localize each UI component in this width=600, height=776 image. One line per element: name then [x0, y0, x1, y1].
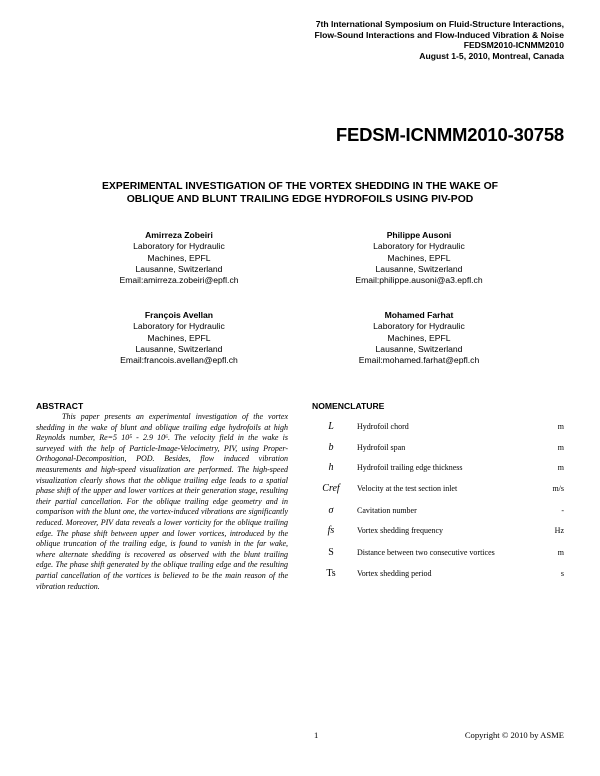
nomenclature-symbol: h [328, 462, 334, 473]
copyright: Copyright © 2010 by ASME [464, 730, 564, 740]
author-city: Lausanne, Switzerland [375, 263, 463, 274]
title-line-1: EXPERIMENTAL INVESTIGATION OF THE VORTEX SHEDDING IN THE WAKE OF [101, 181, 499, 192]
author-affiliation: Laboratory for Hydraulic [133, 321, 225, 332]
nomenclature-row [312, 567, 564, 581]
author-affiliation: Machines, EPFL [387, 332, 451, 343]
header-line-4: August 1-5, 2010, Montreal, Canada [419, 50, 564, 61]
nomenclature-unit: m [557, 548, 564, 557]
conference-header [314, 19, 564, 61]
author-affiliation: Machines, EPFL [387, 252, 451, 263]
nomenclature-description: Distance between two consecutive vortices [357, 548, 495, 557]
author-block [329, 310, 509, 366]
nomenclature-symbol: σ [328, 505, 334, 516]
nomenclature-unit: m [557, 422, 564, 431]
author-block [89, 230, 269, 286]
nomenclature-section [312, 401, 564, 579]
paper-title [60, 180, 540, 206]
header-line-2: Flow-Sound Interactions and Flow-Induced Vibration & Noise [314, 29, 564, 40]
author-city: Lausanne, Switzerland [135, 343, 223, 354]
page-number: 1 [314, 730, 319, 740]
author-block [89, 310, 269, 366]
nomenclature-unit: m/s [552, 484, 564, 493]
author-affiliation: Laboratory for Hydraulic [133, 241, 225, 252]
title-line-2: OBLIQUE AND BLUNT TRAILING EDGE HYDROFOILS USING PIV-POD [126, 194, 474, 205]
author-email: Email:philippe.ausoni@a3.epfl.ch [355, 275, 483, 286]
author-affiliation: Laboratory for Hydraulic [373, 321, 465, 332]
nomenclature-row [312, 504, 564, 518]
nomenclature-row [312, 420, 564, 434]
nomenclature-description: Hydrofoil chord [357, 422, 409, 431]
author-email: Email:amirreza.zobeiri@epfl.ch [119, 275, 239, 286]
nomenclature-row [312, 441, 564, 455]
author-email: Email:francois.avellan@epfl.ch [120, 355, 238, 366]
nomenclature-unit: m [557, 463, 564, 472]
nomenclature-description: Hydrofoil trailing edge thickness [357, 463, 463, 472]
nomenclature-heading: NOMENCLATURE [312, 401, 385, 411]
nomenclature-symbol: L [328, 421, 334, 432]
abstract-heading: ABSTRACT [36, 401, 84, 411]
abstract-text: This paper presents an experimental investigation of the vortex shedding in the wake of blunt and oblique trailing edge hydrofoils at high Reynolds number, Re=5 10⁵ - 2.9 10⁶. The velocity field in the wake is surveyed with the help of Particle-Image-Velocimetry, PIV, using Proper-Orthogonal-Decomposition, POD. Besides, flow induced vibration measurements and high-speed visualization are performed. The high-speed visualization clearly shows that the oblique trailing edge leads to a spatial phase shift of the upper and lower vortices at their generation stage, resulting their partial cancellation. For the oblique trailing edge geometry and in comparison with the blunt one, the vortex-induced vibrations are significantly reduced. Moreover, PIV data reveals a lower vorticity for the oblique trailing edge. The phase shift between upper and lower vortices, introduced by the oblique truncation of the trailing edge, is found to vanish in the far wake, where alternate shedding is recovered as observed with the blunt trailing edge. The phase shift generated by the oblique trailing edge and the resulting partial cancellation of the vortices is believed to be the main reason of the vibration reduction. [36, 412, 288, 591]
nomenclature-description: Hydrofoil span [357, 443, 406, 452]
nomenclature-row [312, 524, 564, 538]
author-name: Mohamed Farhat [384, 310, 454, 320]
abstract-section [36, 401, 288, 592]
nomenclature-row [312, 461, 564, 475]
header-line-3: FEDSM2010-ICNMM2010 [463, 40, 564, 51]
nomenclature-symbol: fs [327, 525, 335, 536]
author-block [329, 230, 509, 286]
nomenclature-row [312, 482, 564, 496]
nomenclature-symbol: S [328, 547, 334, 558]
author-email: Email:mohamed.farhat@epfl.ch [358, 355, 480, 366]
nomenclature-symbol: b [328, 442, 334, 453]
paper-id: FEDSM-ICNMM2010-30758 [335, 124, 564, 145]
author-name: Philippe Ausoni [386, 230, 452, 240]
nomenclature-description: Velocity at the test section inlet [357, 484, 458, 493]
nomenclature-unit: - [561, 506, 564, 515]
nomenclature-unit: m [557, 443, 564, 452]
nomenclature-unit: Hz [554, 526, 564, 535]
author-affiliation: Machines, EPFL [147, 252, 211, 263]
header-line-1: 7th International Symposium on Fluid-Structure Interactions, [315, 19, 564, 29]
nomenclature-symbol: Ts [326, 568, 336, 579]
author-affiliation: Laboratory for Hydraulic [373, 241, 465, 252]
author-affiliation: Machines, EPFL [147, 332, 211, 343]
nomenclature-description: Cavitation number [357, 506, 417, 515]
author-city: Lausanne, Switzerland [375, 343, 463, 354]
author-name: Amirreza Zobeiri [145, 230, 213, 240]
nomenclature-row [312, 546, 564, 560]
author-city: Lausanne, Switzerland [135, 263, 223, 274]
nomenclature-description: Vortex shedding period [357, 569, 432, 578]
nomenclature-description: Vortex shedding frequency [357, 526, 444, 535]
nomenclature-symbol: Cref [322, 483, 340, 494]
author-name: François Avellan [144, 310, 214, 320]
nomenclature-unit: s [560, 569, 564, 578]
